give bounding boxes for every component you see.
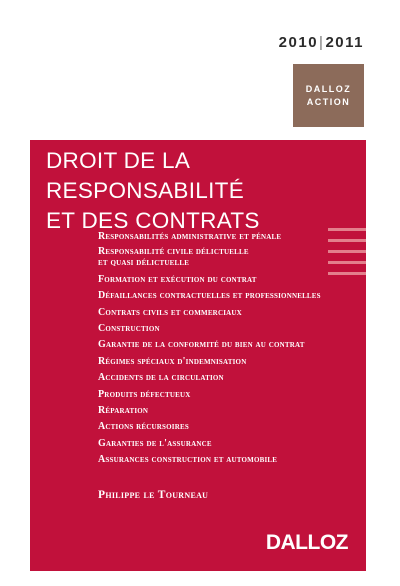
- series-line-2: ACTION: [306, 96, 351, 107]
- contents-item: Garantie de la conformité du bien au contrat: [98, 339, 305, 351]
- title-line-2: ET DES CONTRATS: [46, 208, 260, 233]
- contents-item: Accidents de la circulation: [98, 372, 224, 384]
- contents-item: Régimes spéciaux d'indemnisation: [98, 355, 247, 367]
- title-line-1: DROIT DE LA RESPONSABILITÉ: [46, 148, 245, 203]
- contents-item: Assurances construction et automobile: [98, 454, 278, 466]
- author-name: Philippe le Tourneau: [98, 489, 209, 501]
- contents-item: Responsabilités administrative et pénale: [98, 231, 282, 242]
- contents-list: [98, 231, 348, 470]
- contents-item: Contrats civils et commerciaux: [98, 306, 242, 318]
- contents-item: Formation et exécution du contrat: [98, 273, 257, 285]
- edition-separator: |: [319, 34, 325, 51]
- publisher-logo: DALLOZ: [265, 531, 348, 554]
- contents-item: Construction: [98, 322, 160, 334]
- book-title: [46, 146, 366, 236]
- contents-item: Garanties de l'assurance: [98, 437, 212, 449]
- edition-year-end: 2011: [325, 34, 364, 51]
- edition-years: [279, 34, 364, 51]
- contents-item: Défaillances contractuelles et professionnelles: [98, 290, 321, 302]
- contents-item: Responsabilité civile délictuelle et quasi délictuelle: [98, 246, 249, 268]
- series-line-1: DALLOZ: [305, 83, 352, 94]
- edition-year-start: 2010: [278, 34, 319, 51]
- contents-item: Actions récursoires: [98, 421, 189, 433]
- contents-item: Réparation: [98, 404, 149, 416]
- contents-item: Produits défectueux: [98, 388, 191, 400]
- series-badge: [293, 64, 364, 127]
